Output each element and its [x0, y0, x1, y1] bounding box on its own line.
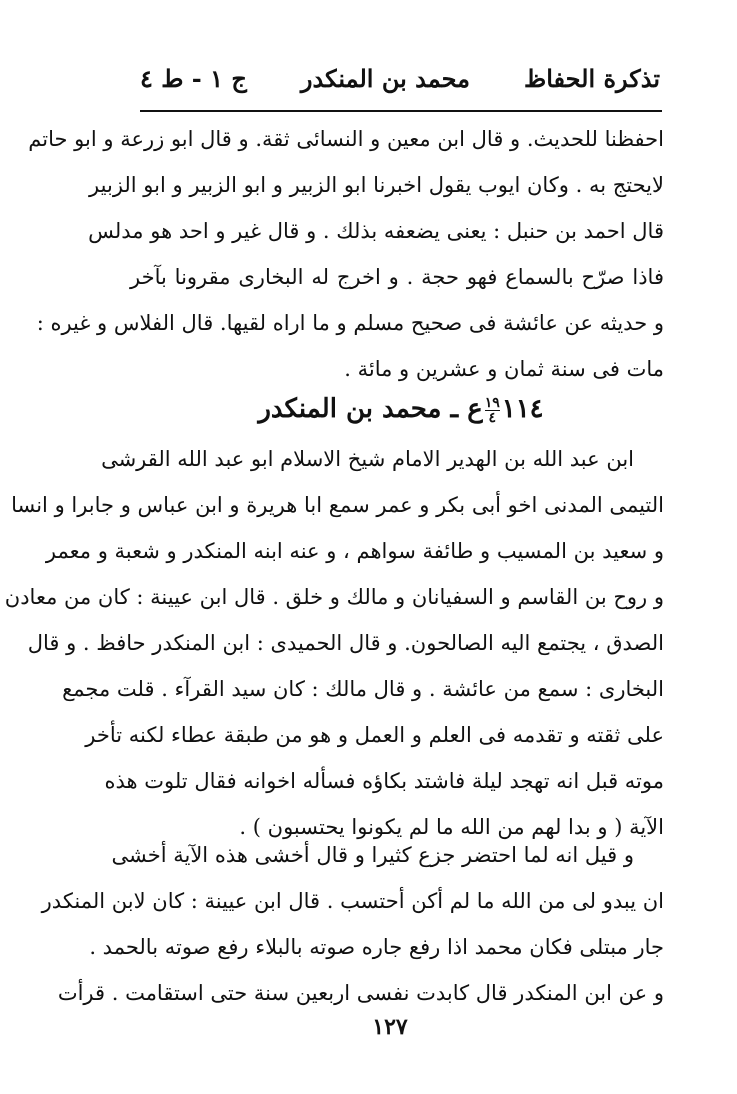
text-line: ان يبدو لى من الله ما لم أكن أحتسب . قال ابن عيينة : كان لابن المنكدر: [41, 889, 664, 913]
text-line: فاذا صرّح بالسماع فهو حجة . و اخرج له البخارى مقرونا بآخر: [130, 265, 664, 289]
entry-separator: ـ: [450, 394, 459, 424]
text-line: موته قبل انه تهجد ليلة فاشتد بكاؤه فسأله اخوانه فقال تلوت هذه: [104, 769, 664, 793]
entry-code-letter: ع: [467, 394, 483, 424]
text-line: التيمى المدنى اخو أبى بكر و عمر سمع ابا هريرة و ابن عباس و جابرا و انسا: [11, 493, 664, 517]
text-line: و سعيد بن المسيب و طائفة سواهم ، و عنه ابنه المنكدر و شعبة و معمر: [45, 539, 664, 563]
text-line: و روح بن القاسم و السفيانان و مالك و خلق . قال ابن عيينة : كان من معادن: [4, 585, 664, 609]
volume-label: ج ١ - ط ٤: [140, 63, 247, 93]
entry-name: محمد بن المنكدر: [258, 394, 442, 424]
text-line: الصدق ، يجتمع اليه الصالحون. و قال الحميدى : ابن المنكدر حافظ . و قال: [27, 631, 664, 655]
running-title: محمد بن المنكدر: [300, 63, 470, 93]
paragraph-death: [41, 832, 664, 1016]
text-line: قال احمد بن حنبل : يعنى يضعفه بذلك . و قال غير و احد هو مدلس: [88, 219, 664, 243]
header-rule: [140, 110, 662, 112]
text-line: على ثقته و تقدمه فى العلم و العمل و هو من طبقة عطاء لكنه تأخر: [85, 723, 664, 747]
text-line: و حديثه عن عائشة فى صحيح مسلم و ما اراه لقيها. قال الفلاس و غيره :: [36, 311, 664, 335]
text-line: مات فى سنة ثمان و عشرين و مائة .: [344, 357, 664, 381]
book-title: تذكرة الحفاظ: [524, 63, 660, 93]
text-line: جار مبتلى فكان محمد اذا رفع جاره صوته بالبلاء رفع صوته بالحمد .: [89, 935, 664, 959]
text-line: الآية ( و بدا لهم من الله ما لم يكونوا يحتسبون ) .: [239, 815, 664, 839]
text-line: و عن ابن المنكدر قال كابدت نفسى اربعين سنة حتى استقامت . قرأت: [57, 981, 664, 1005]
entry-heading: [140, 384, 662, 434]
paragraph-previous-entry: [28, 116, 664, 392]
text-line: احفظنا للحديث. و قال ابن معين و النسائى ثقة. و قال ابو زرعة و ابو حاتم: [28, 127, 664, 151]
page-number: ١٢٧: [372, 1014, 408, 1040]
text-line: لايحتج به . وكان ايوب يقول اخبرنا ابو الزبير و ابو الزبير و ابو الزبير: [89, 173, 664, 197]
text-line: ابن عبد الله بن الهدير الامام شيخ الاسلام ابو عبد الله القرشى: [101, 447, 634, 471]
entry-code: [485, 396, 500, 425]
entry-code-bottom: ٤: [488, 409, 496, 426]
entry-number: ١١٤: [501, 394, 544, 424]
entry-code-top: ١٩: [484, 394, 500, 411]
text-line: و قيل انه لما احتضر جزع كثيرا و قال أخشى هذه الآية أخشى: [111, 843, 634, 867]
page-header: [140, 58, 660, 98]
text-line: البخارى : سمع من عائشة . و قال مالك : كان سيد القرآء . قلت مجمع: [62, 677, 664, 701]
paragraph-biography: [4, 436, 664, 850]
